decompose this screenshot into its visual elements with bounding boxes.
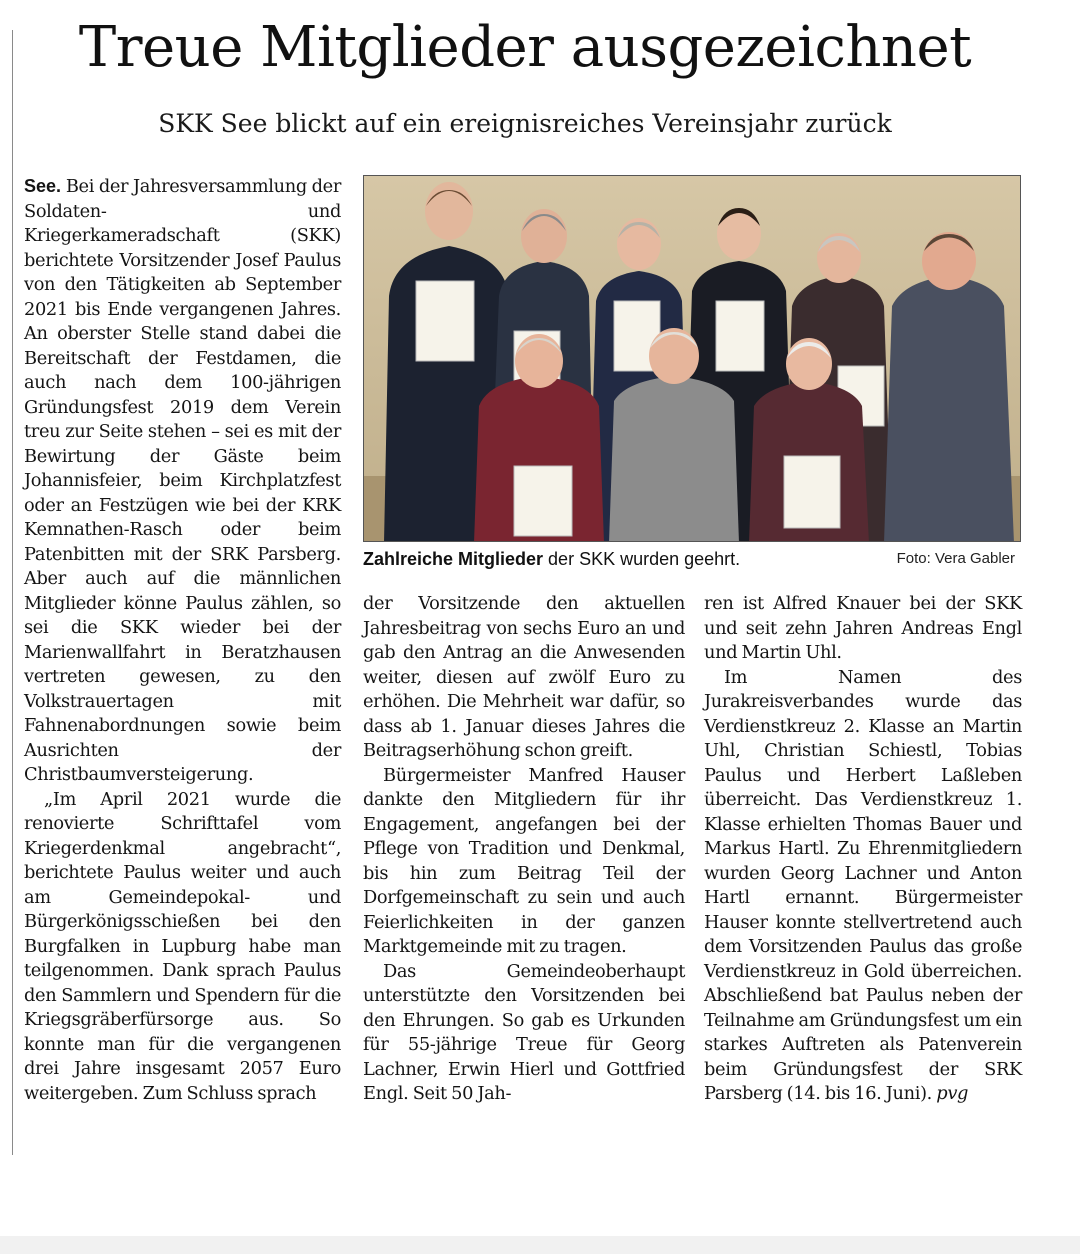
certificate (716, 301, 764, 371)
photo-credit: Foto: Vera Gabler (896, 550, 1015, 567)
certificate (514, 466, 572, 536)
author-signature: pvg (936, 1083, 969, 1104)
paragraph-text: Im Namen des Jurakreisverbandes wurde das Verdienstkreuz 2. Klasse an Martin Uhl, Christian Schiestl, Tobias Paulus und Herbert Laßleben überreicht. Das Verdienstkreuz 1. Klasse erhielten Thomas Bauer und Markus Hartl. Zu Ehrenmitgliedern wurden Georg Lachner und Anton Hartl ernannt. Bürgermeister Hauser konnte stellvertretend auch dem Vorsitzenden Paulus das große Verdienstkreuz in Gold überreichen. Abschließend bat Paulus neben der Teilnahme am Gründungsfest um ein starkes Auftreten als Patenverein beim Gründungsfest der SRK Parsberg (14. bis 16. Juni). (704, 666, 1022, 1104)
caption-text: der SKK wurden geehrt. (543, 549, 741, 569)
group-photo-illustration (364, 176, 1021, 542)
paragraph: Bürgermeister Manfred Hauser dankte den Mitgliedern für ihr Engagement, angefangen bei der Pflege von Tradition und Denkmal, bis hin zum Beitrag Teil der Dorfgemeinschaft zu sein und auch Feierlichkeiten in der ganzen Marktgemeinde mit zu tragen. (363, 764, 685, 957)
certificate (416, 281, 474, 361)
article-column-3 (704, 592, 1022, 1107)
paragraph: Das Gemeindeoberhaupt unterstützte den Vorsitzenden bei den Ehrungen. So gab es Urkunden für 55-jährige Treue für Georg Lachner, Erwin Hierl und Gottfried Engl. Seit 50 Jah- (363, 960, 685, 1104)
photo-caption (363, 544, 1021, 574)
subheadline: SKK See blickt auf ein ereignisreiches Vereinsjahr zurück (158, 109, 892, 138)
paragraph: ren ist Alfred Knauer bei der SKK und seit zehn Jahren Andreas Engl und Martin Uhl. (704, 593, 1022, 663)
certificate (784, 456, 840, 528)
paragraph: der Vorsitzende den aktuellen Jahresbeitrag von sechs Euro an und gab den Antrag an die Anwesenden weiter, diesen auf zwölf Euro zu erhöhen. Die Mehrheit war dafür, so dass ab 1. Januar dieses Jahres die Beitragserhöhung schon greift. (363, 593, 685, 761)
dateline: See. (24, 176, 62, 196)
headline: Treue Mitglieder ausgezeichnet (78, 15, 972, 80)
paragraph (704, 666, 1022, 1107)
footer-band (0, 1236, 1080, 1254)
paragraph-text: Bei der Jahresversammlung der Soldaten- und Kriegerkameradschaft (SKK) berichtete Vorsitzender Josef Paulus von den Tätigkeiten ab September 2021 bis Ende vergangenen Jahres. An oberster Stelle stand dabei die Bereitschaft der Festdamen, die auch nach dem 100-jährigen Gründungsfest 2019 dem Verein treu zur Seite stehen – sei es mit der Bewirtung der Gäste beim Johannisfeier, beim Kirchplatzfest oder an Festzügen wie bei der KRK Kemnathen-Rasch oder beim Patenbitten mit der SRK Parsberg. Aber auch auf die männlichen Mitglieder könne Paulus zählen, so sei die SKK wieder bei der Marienwallfahrt in Beratzhausen vertreten gewesen, zu den Volkstrauertagen mit Fahnenabordnungen sowie beim Ausrichten der Christbaumversteigerung. (24, 176, 341, 785)
caption-lead: Zahlreiche Mitglieder (363, 549, 544, 569)
article-column-2 (363, 592, 685, 1107)
left-column-rule (12, 30, 13, 1155)
group-photo (363, 175, 1021, 542)
paragraph: „Im April 2021 wurde die renovierte Schrifttafel vom Kriegerdenkmal angebracht“, berichtete Paulus weiter und auch am Gemeindepokal- und Bürgerkönigsschießen bei den Burgfalken in Lupburg habe man teilgenommen. Dank sprach Paulus den Sammlern und Spendern für die Kriegsgräberfürsorge aus. So konnte man für die vergangenen drei Jahre insgesamt 2057 Euro weitergeben. Zum Schluss sprach (24, 788, 341, 1104)
paragraph (24, 174, 341, 788)
article-column-1 (24, 174, 341, 1106)
